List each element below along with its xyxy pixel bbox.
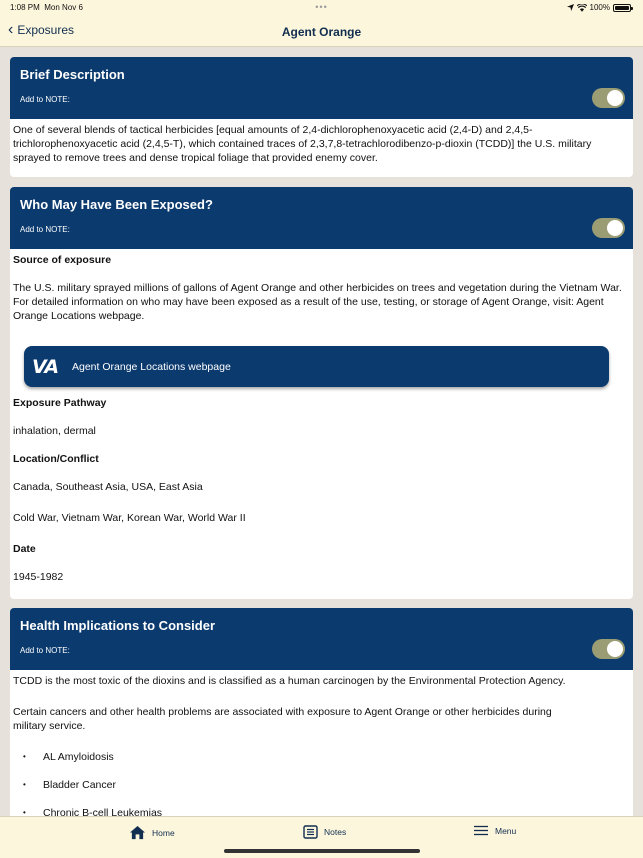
- status-bar: [0, 0, 643, 16]
- list-item: • AL Amyloidosis: [13, 750, 630, 778]
- add-to-note-toggle[interactable]: [592, 639, 625, 659]
- toggle-knob: [607, 220, 623, 236]
- toggle-knob: [607, 641, 623, 657]
- back-button-label: Exposures: [17, 23, 75, 37]
- tab-bar: [0, 816, 643, 858]
- card-body: [10, 670, 633, 816]
- health-text-2: Certain cancers and other health problems are associated with exposure to Agent Orange or other herbicides during military service.: [13, 706, 552, 732]
- notes-icon: [303, 825, 318, 839]
- location-heading: Location/Conflict: [13, 453, 99, 465]
- toggle-knob: [607, 90, 623, 106]
- date-heading: Date: [13, 543, 36, 555]
- tab-notes-label: Notes: [324, 827, 347, 837]
- card-body: [10, 119, 633, 165]
- link-label: Agent Orange Locations webpage: [72, 361, 231, 373]
- who-exposed-card: [10, 187, 633, 599]
- content-scroll[interactable]: [0, 48, 643, 816]
- health-implications-card: [10, 608, 633, 816]
- agent-orange-locations-link[interactable]: [24, 346, 609, 387]
- tab-home[interactable]: [129, 825, 175, 840]
- card-title: Who May Have Been Exposed?: [20, 197, 213, 212]
- list-item: • Bladder Cancer: [13, 778, 630, 806]
- pathway-text: inhalation, dermal: [13, 425, 96, 437]
- source-heading: Source of exposure: [13, 254, 112, 266]
- battery-icon: [613, 4, 631, 12]
- battery-percent: 100%: [589, 3, 610, 12]
- card-title: Brief Description: [20, 67, 125, 82]
- card-title: Health Implications to Consider: [20, 618, 216, 633]
- card-header: [10, 608, 633, 670]
- brief-description-card: [10, 57, 633, 177]
- health-conditions-list: [13, 750, 630, 816]
- add-to-note-toggle[interactable]: [592, 218, 625, 238]
- va-logo: VA: [32, 356, 59, 378]
- date-text: 1945-1982: [13, 571, 64, 583]
- menu-icon: [473, 825, 489, 836]
- multitasking-dots-icon[interactable]: •••: [315, 2, 328, 12]
- brief-description-text: One of several blends of tactical herbicides [equal amounts of 2,4-dichlorophenoxyacetic acid (2,4-D) and 2,4,5-trichlorophenoxyacetic acid (2,4,5-T), which contained traces of 2,3,7,8-tetrachlorodibenzo-p-dioxin (TCDD)] the U.S. military sprayed to remove trees and dense tropical foliage that provided enemy cover.: [13, 124, 592, 164]
- home-indicator[interactable]: [224, 849, 420, 853]
- card-body-details: [10, 392, 633, 584]
- chevron-left-icon: ‹: [8, 21, 14, 38]
- health-text-1: TCDD is the most toxic of the dioxins and is classified as a human carcinogen by the Environmental Protection Agency.: [13, 675, 566, 687]
- list-item: • Chronic B-cell Leukemias: [13, 806, 630, 816]
- conflict-text: Cold War, Vietnam War, Korean War, World War II: [13, 512, 246, 524]
- pathway-heading: Exposure Pathway: [13, 397, 107, 409]
- navigation-bar: [0, 16, 643, 47]
- status-indicators: [567, 3, 631, 12]
- tab-home-label: Home: [152, 827, 175, 838]
- add-to-note-label: Add to NOTE:: [20, 646, 70, 655]
- home-icon: [129, 825, 146, 840]
- card-body: [10, 249, 633, 323]
- status-time: 1:08 PM Mon Nov 6: [10, 3, 83, 12]
- source-text: The U.S. military sprayed millions of gallons of Agent Orange and other herbicides on trees and vegetation during the Vietnam War. For detailed information on who may have been exposed as a result of the use, testing, or storage of Agent Orange, visit: Agent Orange Locations webpage.: [13, 282, 622, 322]
- add-to-note-label: Add to NOTE:: [20, 225, 70, 234]
- card-header: [10, 57, 633, 119]
- tab-menu-label: Menu: [495, 825, 517, 836]
- tab-notes[interactable]: [303, 825, 346, 839]
- page-title: Agent Orange: [281, 25, 362, 39]
- location-arrow-icon: [567, 4, 574, 11]
- location-text: Canada, Southeast Asia, USA, East Asia: [13, 481, 203, 493]
- wifi-icon: [577, 4, 587, 12]
- card-header: [10, 187, 633, 249]
- add-to-note-toggle[interactable]: [592, 88, 625, 108]
- add-to-note-label: Add to NOTE:: [20, 95, 70, 104]
- tab-menu[interactable]: [473, 825, 516, 836]
